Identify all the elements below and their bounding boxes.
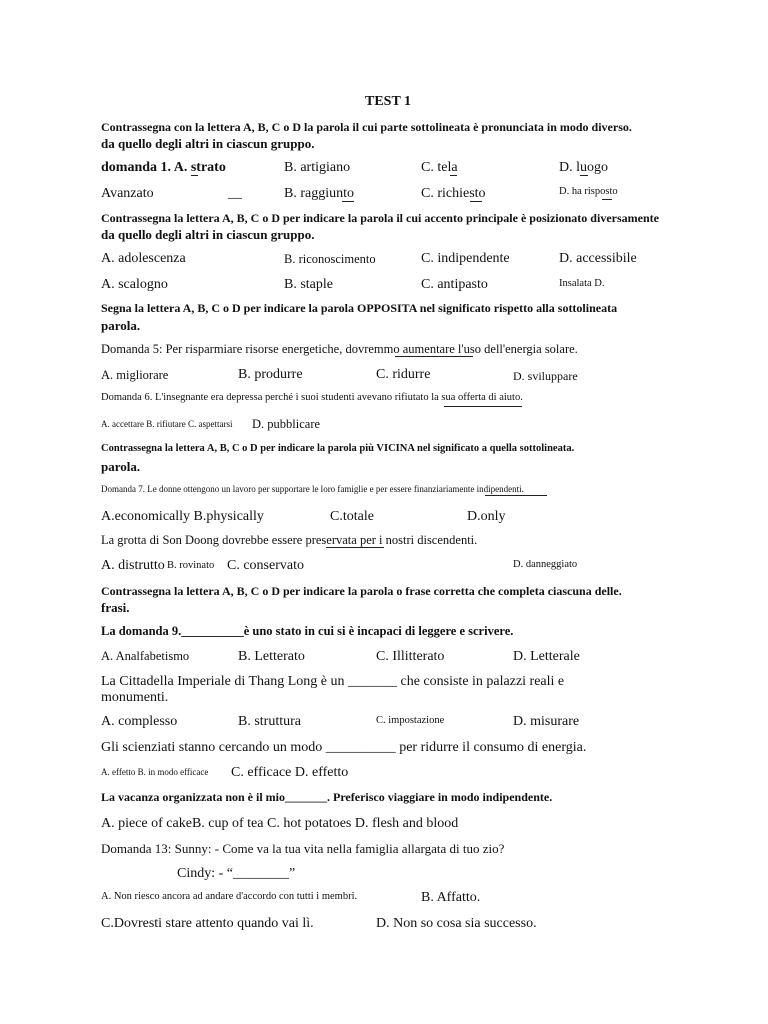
- q1-d-underline: [580, 175, 588, 176]
- q11-options-ab: A. effetto B. in modo efficace: [101, 767, 209, 777]
- q9-text: La domanda 9.__________è uno stato in cui si è incapaci di leggere e scrivere.: [101, 624, 514, 638]
- q3-option-a: A. adolescenza: [101, 251, 186, 266]
- q10-option-c: C. impostazione: [376, 715, 445, 726]
- q7-option-d: D.only: [467, 509, 506, 524]
- q3-option-b: B. riconoscimento: [284, 252, 376, 266]
- q1-option-c: C. tela: [421, 160, 458, 175]
- q8-option-c: C. conservato: [227, 558, 304, 573]
- q13-text: Domanda 13: Sunny: - Come va la tua vita nella famiglia allargata di tuo zio?: [101, 841, 505, 856]
- q8-option-b: B. rovinato: [167, 560, 215, 571]
- q2-option-c: C. richiesto: [421, 186, 486, 201]
- q11-options-cd: C. efficace D. effetto: [231, 765, 349, 780]
- q7-text: Domanda 7. Le donne ottengono un lavoro per supportare le loro famiglie e per essere finanziariamente indipendenti.: [101, 484, 524, 494]
- q2-blank: __: [228, 186, 242, 201]
- section3-instruction-cont: parola.: [101, 318, 141, 333]
- q4-option-a: A. scalogno: [101, 277, 168, 292]
- q7-underline: [485, 495, 547, 496]
- q8-underline: [326, 547, 384, 548]
- q2-d-underline: [602, 199, 612, 200]
- q13-option-c: C.Dovresti stare attento quando vai lì.: [101, 916, 314, 931]
- q8-text: La grotta di Son Doong dovrebbe essere preservata per i nostri discendenti.: [101, 533, 478, 547]
- q2-option-b: B. raggiunto: [284, 186, 354, 201]
- q2-b-underline: [342, 201, 354, 202]
- q5-option-b: B. produrre: [238, 367, 303, 382]
- q9-option-a: A. Analfabetismo: [101, 649, 190, 663]
- q5-option-a: A. migliorare: [101, 368, 169, 382]
- section2-instruction: Contrassegna la lettera A, B, C o D per indicare la parola il cui accento principale è posizionato diversamente: [101, 211, 659, 225]
- section5-instruction: Contrassegna la lettera A, B, C o D per indicare la parola o frase corretta che completa ciascuna delle.: [101, 584, 622, 598]
- q6-text: Domanda 6. L'insegnante era depressa perché i suoi studenti avevano rifiutato la sua offerta di aiuto.: [101, 392, 523, 403]
- q9-option-c: C. Illitterato: [376, 649, 445, 664]
- q10-text: La Cittadella Imperiale di Thang Long è un _______ che consiste in palazzi reali e: [101, 674, 565, 689]
- q1-a-underline: [191, 175, 198, 176]
- q9-option-b: B. Letterato: [238, 649, 305, 664]
- q5-text: Domanda 5: Per risparmiare risorse energetiche, dovremmo aumentare l'uso dell'energia solare.: [101, 342, 578, 356]
- q2-option-d: D. ha risposto: [559, 186, 618, 197]
- q6-option-d: D. pubblicare: [252, 417, 321, 431]
- section2-instruction-cont: da quello degli altri in ciascun gruppo.: [101, 227, 315, 242]
- q13-option-d: D. Non so cosa sia successo.: [376, 916, 537, 931]
- q8-option-a: A. distrutto: [101, 558, 165, 573]
- q10-text-cont: monumenti.: [101, 690, 169, 705]
- q7-option-c: C.totale: [330, 509, 374, 524]
- q2-c-underline: [470, 201, 482, 202]
- q2-option-a: Avanzato: [101, 186, 154, 201]
- q11-text: Gli scienziati stanno cercando un modo __________ per ridurre il consumo di energia.: [101, 740, 587, 755]
- q4-option-d: Insalata D.: [559, 278, 605, 289]
- q3-option-c: C. indipendente: [421, 251, 510, 266]
- section1-instruction-cont: da quello degli altri in ciascun gruppo.: [101, 136, 315, 151]
- q9-option-d: D. Letterale: [513, 649, 580, 664]
- q1-option-a: domanda 1. A. strato: [101, 160, 226, 175]
- page-title: TEST 1: [365, 94, 412, 109]
- q12-text: La vacanza organizzata non è il mio_______. Preferisco viaggiare in modo indipendente.: [101, 790, 553, 804]
- q7-options-ab: A.economically B.physically: [101, 509, 264, 524]
- section3-instruction: Segna la lettera A, B, C o D per indicare la parola OPPOSITA nel significato rispetto alla sottolineata: [101, 301, 618, 315]
- q6-underline: [444, 406, 522, 407]
- section1-instruction: Contrassegna con la lettera A, B, C o D la parola il cui parte sottolineata è pronunciata in modo diverso.: [101, 120, 632, 134]
- section5-instruction-cont: frasi.: [101, 600, 130, 615]
- q1-c-underline: [450, 175, 457, 176]
- section4-instruction-cont: parola.: [101, 459, 141, 474]
- q13-cindy: Cindy: - “________”: [177, 866, 296, 881]
- q10-option-a: A. complesso: [101, 714, 178, 729]
- q4-option-b: B. staple: [284, 277, 333, 292]
- q10-option-b: B. struttura: [238, 714, 301, 729]
- q13-option-a: A. Non riesco ancora ad andare d'accordo con tutti i membri.: [101, 891, 358, 902]
- q5-option-c: C. ridurre: [376, 367, 431, 382]
- q6-options-abc: A. accettare B. rifiutare C. aspettarsi: [101, 419, 233, 429]
- q4-option-c: C. antipasto: [421, 277, 488, 292]
- q1-option-d: D. luogo: [559, 160, 608, 175]
- section4-instruction: Contrassegna la lettera A, B, C o D per indicare la parola più VICINA nel significato a quella sottolineata.: [101, 443, 575, 454]
- q5-underline: [395, 356, 473, 357]
- q8-option-d: D. danneggiato: [513, 559, 578, 570]
- q3-option-d: D. accessibile: [559, 251, 637, 266]
- q12-options: A. piece of cakeB. cup of tea C. hot potatoes D. flesh and blood: [101, 816, 459, 831]
- q1-option-b: B. artigiano: [284, 160, 351, 175]
- q13-option-b: B. Affatto.: [421, 890, 481, 905]
- q10-option-d: D. misurare: [513, 714, 580, 729]
- q5-option-d: D. sviluppare: [513, 369, 578, 383]
